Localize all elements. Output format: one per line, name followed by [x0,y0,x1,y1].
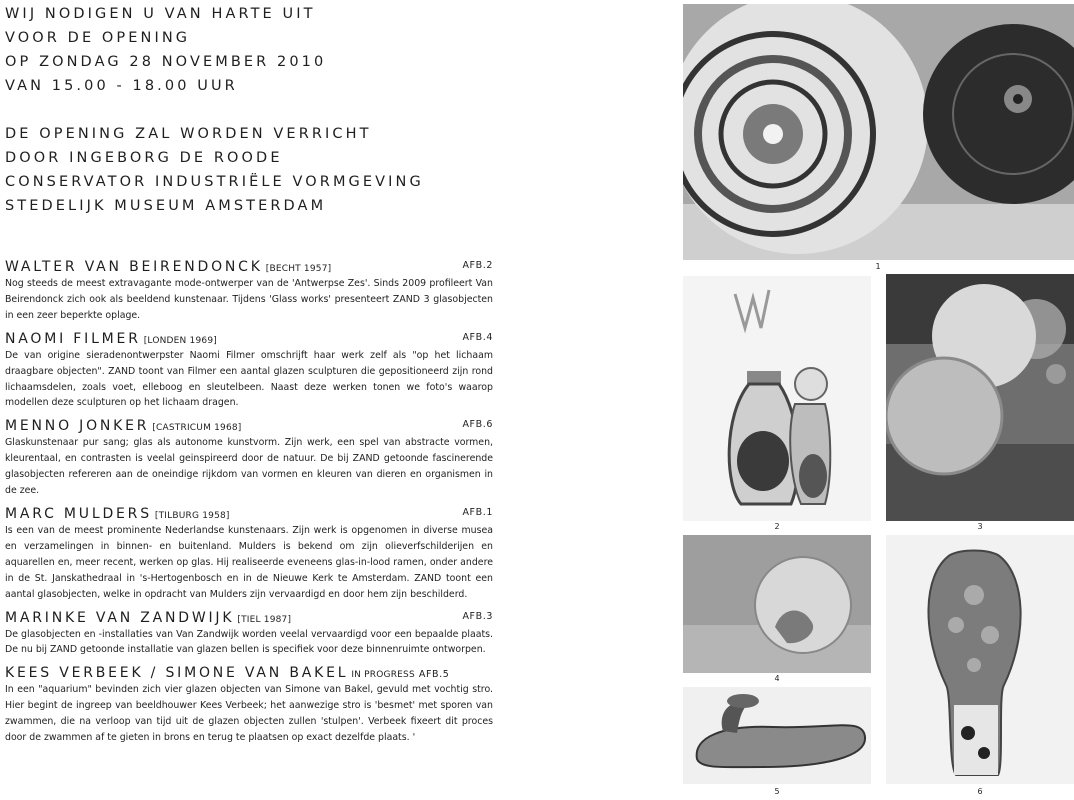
artist-entry [5,503,493,603]
spacer [5,98,565,122]
figure-reference: AFB.1 [462,506,493,518]
photo-caption: 4 [774,674,780,683]
photo-painted-plates [683,4,1074,260]
artist-heading [5,662,493,682]
artist-origin: [TIEL 1987] [237,614,292,625]
artist-description: Nog steeds de meest extravagante mode-ontwerper van de 'Antwerpse Zes'. Sinds 2009 profileert Van Beirendonck zich ook als beeldend kunstenaar. Tijdens 'Glass works' presenteert ZAND 3 glasobjecten in een zeer beperkte oplage. [5,278,493,321]
artist-origin: [TILBURG 1958] [154,510,230,521]
photo-glass-sphere [683,535,871,673]
glass-vase-icon [886,535,1074,784]
artist-origin: [BECHT 1957] [265,264,332,274]
photo-bottle-figure [683,276,871,521]
artist-heading [5,607,493,627]
invitation-line: VOOR DE OPENING [5,30,191,46]
artist-name: KEES VERBEEK / SIMONE VAN BAKEL [5,665,349,682]
artist-description: In een "aquarium" bevinden zich vier glazen objecten van Simone van Bakel, gevuld met vochtig stro. Hier begint de ingreep van beeldhouwer Kees Verbeek; het aanwezige stro is 'besmet' met sporen van zwammen, die na verloop van tijd uit de glazen objecten zullen 'stulpen'. Verbeek fixeert dit proces door de zwammen af te gieten in brons en terug te plaatsen op exact dezelfde plaats. ' [5,684,493,744]
opening-line: DOOR INGEBORG DE ROODE [5,150,283,166]
artist-description: De glasobjecten en -installaties van Van Zandwijk worden veelal vervaardigd voor een bepaalde plaats. De nu bij ZAND getoonde installatie van glazen bellen is specifiek voor deze binnenruimte ontworpen. [5,628,493,656]
artist-heading [5,328,493,348]
artist-name: MARC MULDERS [5,505,152,522]
artist-entry [5,415,493,499]
figure-reference: AFB.6 [462,419,493,431]
photo-caption: 2 [774,522,780,531]
artist-name: NAOMI FILMER [5,330,141,347]
figure-reference: AFB.4 [462,331,493,343]
photo-caption: 3 [977,522,983,531]
artist-entry [5,607,493,659]
photo-glass-pod [683,687,871,784]
artist-heading [5,503,493,523]
artist-origin: [CASTRICUM 1968] [152,423,242,434]
opening-line: CONSERVATOR INDUSTRIËLE VORMGEVING [5,174,424,190]
photo-glass-bubbles [886,274,1074,521]
photo-caption: 6 [977,787,983,796]
opening-line: DE OPENING ZAL WORDEN VERRICHT [5,126,372,142]
invitation-line: WIJ NODIGEN U VAN HARTE UIT [5,6,316,22]
artist-entry [5,328,493,412]
glass-pod-with-mushroom-icon [683,687,871,784]
artist-name: MENNO JONKER [5,418,150,435]
artist-entry [5,256,493,324]
artist-description: De van origine sieradenontwerpster Naomi Filmer omschrijft haar werk zelf als "op het lichaam draagbare objecten". ZAND toont van Filmer een aantal glazen sculpturen die gepositioneerd zijn rond lichaamsdelen, zoals voet, elleboog en sleutelbeen. Naast deze werken tonen we foto's waarop modellen deze sculpturen op het lichaam dragen. [5,349,493,409]
figure-reference: AFB.2 [462,260,493,271]
artist-entry [5,662,493,746]
artist-description: Is een van de meest prominente Nederlandse kunstenaars. Zijn werk is opgenomen in diverse musea en verzamelingen in binnen- en buitenland. Mulders is bekend om zijn olieverfschilderijen en aquarellen en, meer recent, werken op glas. Hij realiseerde eveneens glas-in-lood ramen, onder andere in de St. Janskathedraal in 's-Hertogenbosch en in de Nieuwe Kerk te Amsterdam. ZAND toont een aantal glasobjecten, welke in opdracht van Mulders zijn vervaardigd en door hem zijn beschilderd. [5,524,493,600]
invitation-line: OP ZONDAG 28 NOVEMBER 2010 [5,54,327,70]
photo-glass-vase [886,535,1074,784]
glass-bottle-figure-icon [683,276,871,521]
painted-glass-plates-icon [683,4,1074,260]
artist-heading [5,256,493,276]
opening-line: STEDELIJK MUSEUM AMSTERDAM [5,198,327,214]
glass-sphere-on-foot-icon [683,535,871,673]
figure-reference: AFB.5 [418,669,450,681]
artist-heading [5,415,493,435]
photo-caption: 5 [774,787,780,796]
glass-bubbles-icon [886,274,1074,521]
artist-name: WALTER VAN BEIRENDONCK [5,259,263,275]
invitation-text [5,2,565,218]
artist-list [5,256,493,750]
figure-reference: AFB.3 [462,610,493,622]
photo-caption: 1 [875,262,881,271]
artist-origin: [LONDEN 1969] [143,335,217,346]
artist-description: Glaskunstenaar pur sang; glas als autonome kunstvorm. Zijn werk, een spel van abstracte vormen, kleurentaal, en contrasten is veelal geinspireerd door de natuur. De bij ZAND getoonde fascinerende glasobjecten refereren aan de oneindige rijkdom van vormen en kleuren van dieren en organismen in de zee. [5,437,493,497]
invitation-line: VAN 15.00 - 18.00 UUR [5,78,238,94]
artist-name: MARINKE VAN ZANDWIJK [5,609,235,626]
artist-origin: IN PROGRESS [351,670,415,681]
